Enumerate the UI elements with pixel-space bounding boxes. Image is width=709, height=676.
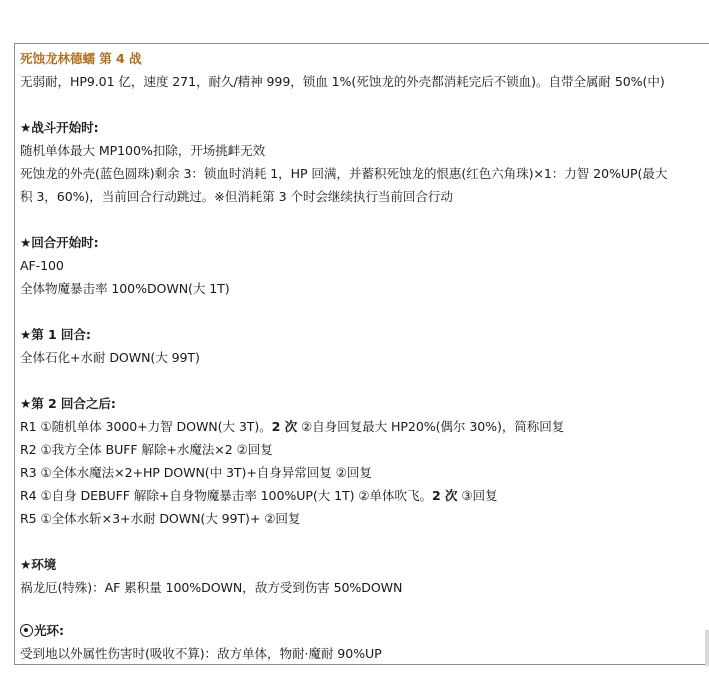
turn-start-line-1: AF-100 — [20, 258, 64, 273]
aura-heading-label: 光环: — [34, 623, 64, 638]
environment-heading: ★环境 — [20, 557, 57, 572]
rotation-r4 — [20, 484, 709, 507]
aura-line-1: 受到地以外属性伤害时(吸收不算)：敌方单体，物耐·魔耐 90%UP — [20, 646, 382, 661]
turn-start-line-2: 全体物魔暴击率 100%DOWN(大 1T) — [20, 281, 230, 296]
environment-line-1: 祸龙厄(特殊)：AF 累积量 100%DOWN，敌方受到伤害 50%DOWN — [20, 580, 403, 595]
rotation-r3: R3 ①全体水魔法×2+HP DOWN(中 3T)+自身异常回复 ②回复 — [20, 465, 372, 480]
aura-icon — [20, 624, 33, 637]
rotation-r5: R5 ①全体水斩×3+水耐 DOWN(大 99T)+ ②回复 — [20, 511, 301, 526]
page-title: 死蚀龙林德蠕 第 4 战 — [20, 51, 142, 66]
aura-heading — [20, 619, 709, 642]
rotation-r4-text: R4 ①自身 DEBUFF 解除+自身物魔暴击率 100%UP(大 1T) ②单体吹飞。 — [20, 488, 432, 503]
turn-2-heading: ★第 2 回合之后: — [20, 396, 116, 411]
battle-start-line-1: 随机单体最大 MP100%扣除，开场挑衅无效 — [20, 143, 266, 158]
turn-1-line-1: 全体石化+水耐 DOWN(大 99T) — [20, 350, 200, 365]
rotation-r1-repeat: 2 次 — [271, 419, 298, 434]
turn-1-heading: ★第 1 回合: — [20, 327, 91, 342]
battle-start-line-2: 死蚀龙的外壳(蓝色圆珠)剩余 3：锁血时消耗 1，HP 回满，并蓄积死蚀龙的恨惠(红色六角珠)×1：力智 20%UP(最大 — [20, 166, 668, 181]
rotation-r4-text-2: ③回复 — [457, 488, 498, 503]
battle-start-line-3: 积 3，60%)，当前回合行动跳过。※但消耗第 3 个时会继续执行当前回合行动 — [20, 189, 453, 204]
battle-start-heading: ★战斗开始时: — [20, 120, 99, 135]
turn-start-heading: ★回合开始时: — [20, 235, 99, 250]
boss-info-document — [20, 47, 709, 665]
rotation-r2: R2 ①我方全体 BUFF 解除+水魔法×2 ②回复 — [20, 442, 273, 457]
rotation-r1-text-2: ②自身回复最大 HP20%(偶尔 30%)，简称回复 — [297, 419, 565, 434]
rotation-r4-repeat: 2 次 — [431, 488, 458, 503]
boss-intro: 无弱耐，HP9.01 亿，速度 271，耐久/精神 999，锁血 1%(死蚀龙的外壳都消耗完后不锁血)。自带全属耐 50%(中) — [20, 74, 665, 89]
rotation-r1 — [20, 415, 709, 438]
rotation-r1-text: R1 ①随机单体 3000+力智 DOWN(大 3T)。 — [20, 419, 272, 434]
